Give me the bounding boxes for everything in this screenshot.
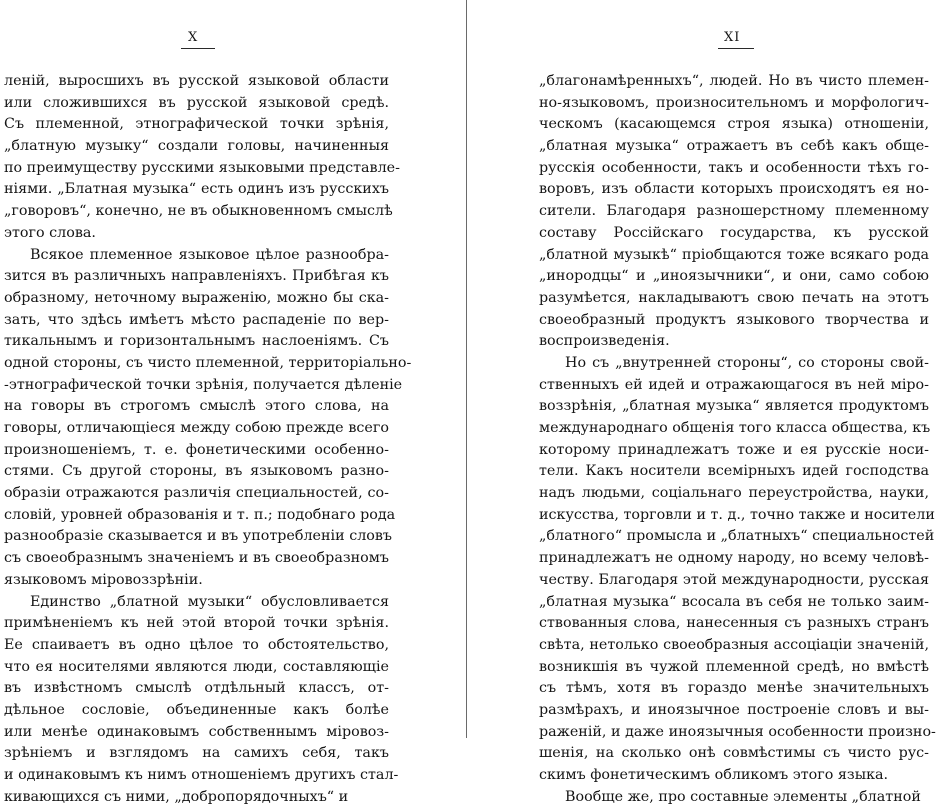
text-line: языковомъ міровоззрѣніи. — [4, 571, 203, 588]
text-line: надъ людьми, соціальнаго переустройства, науки, — [539, 485, 929, 502]
text-line: на говоры въ строгомъ смыслѣ этого слова, на — [4, 398, 389, 415]
text-line: размѣрахъ, и иноязычное построеніе словъ и вы- — [539, 701, 929, 718]
text-line: „благонамѣренныхъ“, людей. Но въ чисто племен- — [539, 73, 929, 89]
text-line: образіи отражаются различія специальностей, со- — [4, 485, 389, 502]
text-line: шенія, на сколько онѣ совмѣстимы съ чисто рус- — [539, 745, 929, 762]
text-line: „блатная музыка“ отражаетъ въ себѣ какъ обще- — [539, 138, 929, 155]
text-line: одной стороны, съ чисто племенной, территоріально- — [4, 354, 412, 371]
text-line: что ея носителями являются люди, составляющіе — [4, 658, 389, 675]
text-line: -этнографической точки зрѣнія, получается дѣленіе — [4, 376, 403, 393]
text-line: „блатной музыкѣ“ пріобщаются тоже всякаго рода — [539, 246, 929, 263]
text-line: свѣта, нетолько своеобразныя ассоціаціи значеній, — [539, 636, 929, 653]
text-line: леній, выросшихъ въ русской языковой области — [4, 73, 389, 89]
text-line: или менѣе одинаковымъ собственнымъ міровоз- — [4, 723, 389, 740]
text-line: воровъ, изъ области которыхъ происходятъ ея но- — [539, 181, 929, 198]
text-line: Единство „блатной музыки“ обусловливается — [30, 593, 389, 610]
page-number-right: XI — [724, 30, 741, 45]
text-line: разнообразіе сказывается и въ употребленіи словъ — [4, 528, 393, 545]
text-line: ніями. „Блатная музыка“ есть одинъ изъ русскихъ — [4, 181, 389, 198]
text-line: „блатного“ промысла и „блатныхъ“ специальностей — [539, 528, 935, 545]
page-number-left: X — [188, 30, 199, 45]
header-rule-left — [181, 48, 215, 49]
text-line: искусства, торговли и т. д., точно также и носители — [539, 506, 935, 523]
text-line: сители. Благодаря разношерстному племенному — [539, 203, 929, 220]
text-line: но-языковомъ, произносительномъ и морфологич- — [539, 94, 929, 111]
text-line: Вообще же, про составные элементы „блатной — [565, 788, 921, 805]
text-line: честву. Благодаря этой международности, русская — [539, 571, 929, 588]
text-line: международнаго общенія того класса общества, къ — [539, 420, 931, 436]
text-line: ческомъ (касающемся строя языка) отношеніи, — [539, 116, 929, 133]
text-line: тели. Какъ носители всемірныхъ идей господства — [539, 463, 929, 480]
text-line: раженій, и даже иноязычныя особенности произно- — [539, 723, 936, 740]
left-page — [0, 0, 466, 805]
text-line: примѣненіемъ къ ней этой второй точки зрѣнія. — [4, 615, 389, 632]
text-line: возникшія въ чужой племенной средѣ, но вмѣстѣ — [539, 658, 929, 675]
text-line: образному, неточному выраженію, можно бы ска- — [4, 289, 389, 306]
right-page — [467, 0, 936, 805]
text-line: съ своеобразнымъ значеніемъ и въ своеобразномъ — [4, 550, 389, 567]
text-line: зать, что здѣсь имѣетъ мѣсто распаденіе по вер- — [4, 311, 389, 328]
text-line: кивающихся съ ними, „добропорядочныхъ“ и — [4, 788, 349, 805]
text-line: словій, уровней образованія и т. п.; подобнаго рода — [4, 506, 396, 523]
text-line: зится въ различныхъ направленіяхъ. Прибѣгая къ — [4, 268, 389, 285]
text-line: своеобразный продуктъ языкового творчества и — [539, 311, 929, 328]
text-line: дѣльное сословіе, объединенные какъ болѣе — [4, 701, 389, 718]
text-line: „блатную музыку“ создали головы, начиненныя — [4, 138, 389, 155]
text-line: составу Россійскаго государства, къ русской — [539, 224, 929, 241]
text-line: Всякое племенное языковое цѣлое разнообра- — [30, 246, 389, 263]
text-line: Но съ „внутренней стороны“, со стороны свой- — [565, 354, 929, 371]
text-line: стями. Съ другой стороны, въ языковомъ разно- — [4, 463, 389, 480]
text-line: принадлежатъ не одному народу, но всему человѣ- — [539, 550, 929, 567]
text-line: которому принадлежатъ тоже и ея русскіе носи- — [539, 441, 929, 458]
text-line: и одинаковымъ къ нимъ отношеніемъ другихъ стал- — [4, 767, 399, 783]
text-line: Ее спаиваетъ въ одно цѣлое то обстоятельство, — [4, 636, 389, 653]
text-line: разумѣется, накладываютъ свою печать на этотъ — [539, 289, 929, 306]
text-line: ственныхъ ей идей и отражающагося въ ней міро- — [539, 376, 929, 393]
text-line: скимъ фонетическимъ обликомъ этого языка. — [539, 767, 889, 783]
text-line: Съ племенной, этнографической точки зрѣнія, — [4, 116, 389, 133]
text-line: воззрѣнія, „блатная музыка“ является продуктомъ — [539, 398, 929, 415]
text-line: ствованныя слова, нанесенныя съ разныхъ странъ — [539, 615, 929, 632]
text-line: произношеніемъ, т. е. фонетическими особенно- — [4, 441, 389, 458]
left-page-text — [4, 71, 412, 808]
text-line: „блатная музыка“ всосала въ себя не только заим- — [539, 593, 929, 610]
text-line: этого слова. — [4, 224, 96, 241]
text-line: русскія особенности, такъ и особенности тѣхъ го- — [539, 159, 929, 176]
text-line: съ тѣмъ, хотя въ гораздо менѣе значительныхъ — [539, 680, 929, 697]
text-line: „говоровъ“, конечно, не въ обыкновенномъ смыслѣ — [4, 203, 393, 220]
text-line: въ извѣстномъ смыслѣ отдѣльный классъ, от- — [4, 680, 389, 697]
text-line: или сложившихся въ русской языковой средѣ. — [4, 94, 389, 111]
text-line: „инородцы“ и „иноязычники“, и они, само собою — [539, 268, 929, 285]
text-line: тикальнымъ и горизонтальнымъ наслоеніямъ. Съ — [4, 333, 389, 350]
text-line: воспроизведенія. — [539, 333, 670, 350]
text-line: говоры, отличающіеся между собою прежде всего — [4, 420, 389, 436]
text-line: по преимуществу русскими языковыми представле- — [4, 159, 400, 176]
right-page-text — [539, 71, 936, 808]
header-rule-right — [718, 48, 754, 49]
text-line: зрѣніемъ и взглядомъ на самихъ себя, такъ — [4, 745, 389, 762]
